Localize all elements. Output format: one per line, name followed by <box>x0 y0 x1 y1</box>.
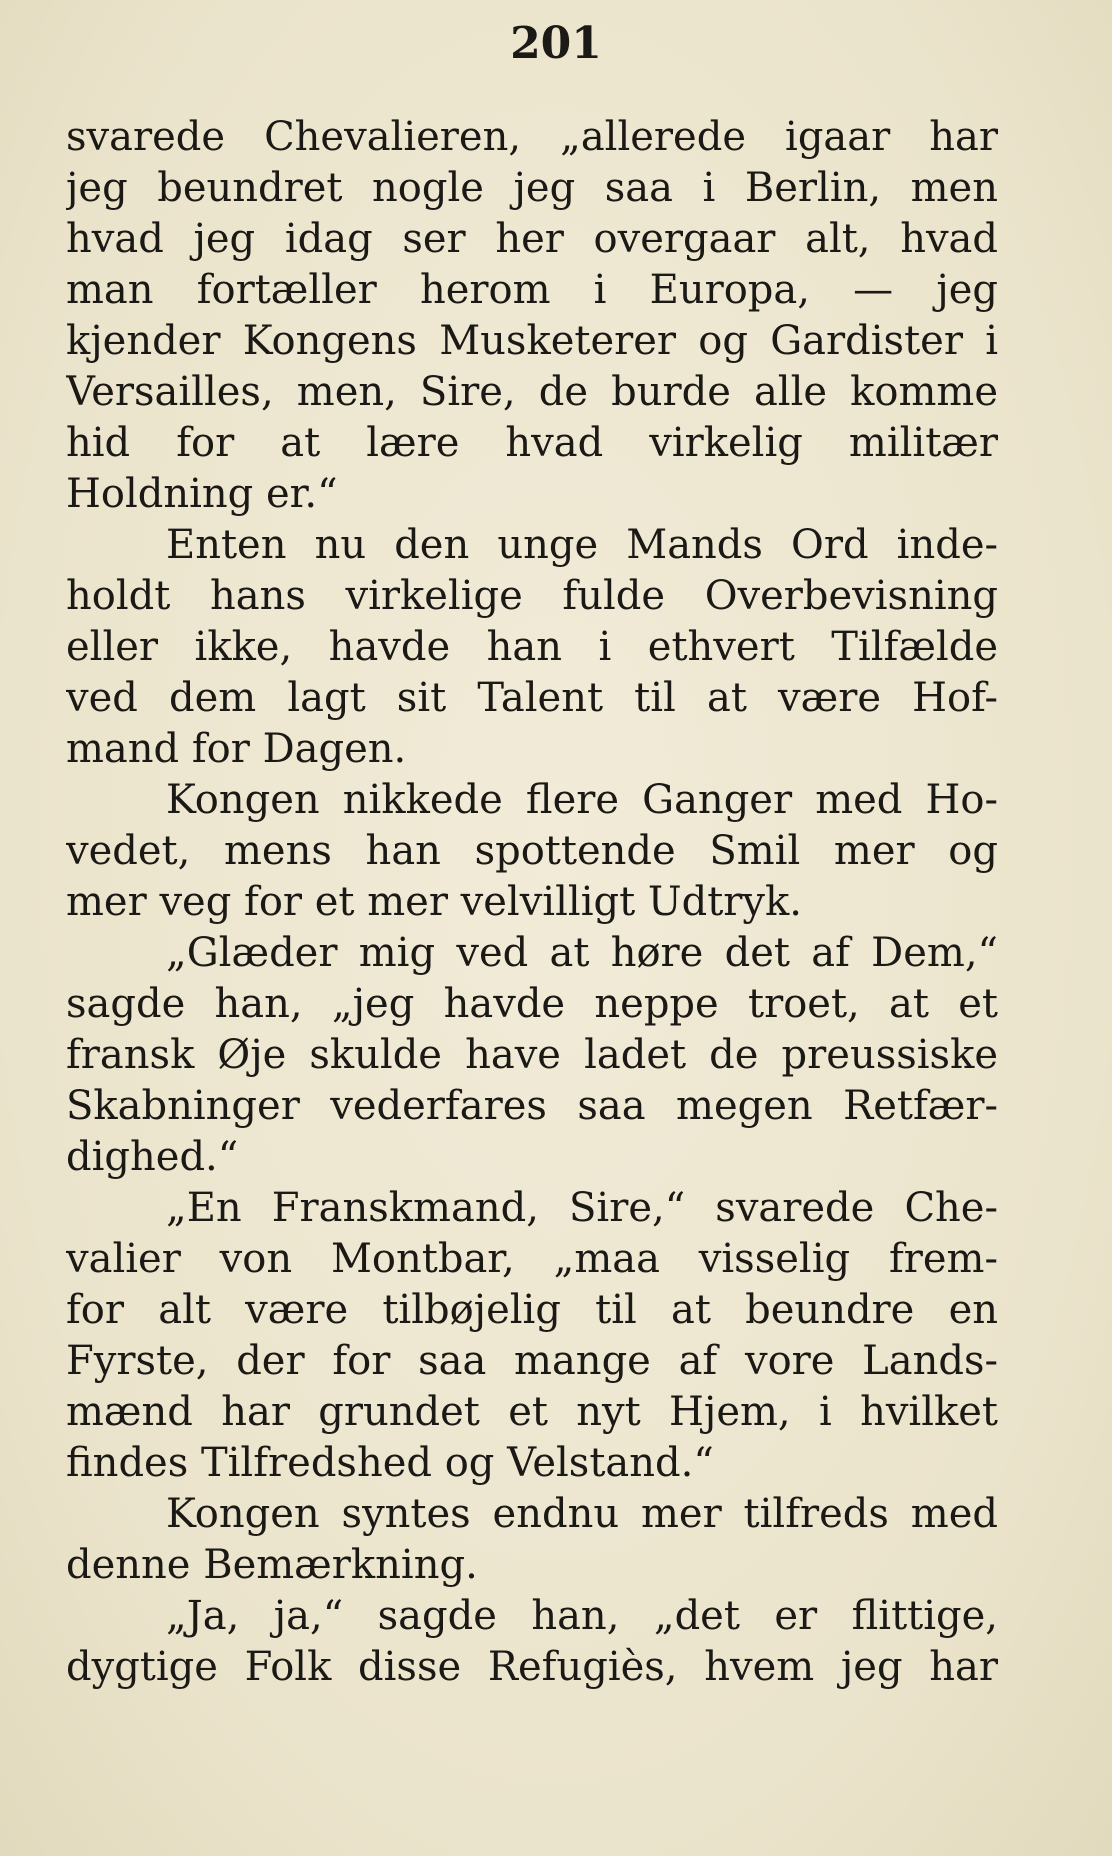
page-text <box>66 112 998 1693</box>
text-line: man fortæller herom i Europa, — jeg <box>66 267 998 313</box>
text-line: Enten nu den unge Mands Ord inde- <box>166 522 998 568</box>
text-line: Skabninger vederfares saa megen Retfær- <box>66 1083 998 1129</box>
text-line: jeg beundret nogle jeg saa i Berlin, men <box>66 165 998 211</box>
text-line: Fyrste, der for saa mange af vore Lands- <box>66 1338 998 1384</box>
text-line: Kongen syntes endnu mer tilfreds med <box>166 1491 998 1537</box>
text-line: sagde han, „jeg havde neppe troet, at et <box>66 981 998 1027</box>
text-line: Kongen nikkede flere Ganger med Ho- <box>166 777 998 823</box>
text-line: mænd har grundet et nyt Hjem, i hvilket <box>66 1389 998 1435</box>
text-line: hvad jeg idag ser her overgaar alt, hvad <box>66 216 998 262</box>
text-line: denne Bemærkning. <box>66 1542 478 1588</box>
text-line: findes Tilfredshed og Velstand.“ <box>66 1440 714 1486</box>
text-line: svarede Chevalieren, „allerede igaar har <box>66 114 998 160</box>
text-line: mer veg for et mer velvilligt Udtryk. <box>66 879 802 925</box>
text-line: Holdning er.“ <box>66 471 338 517</box>
text-line: dygtige Folk disse Refugiès, hvem jeg har <box>66 1644 998 1690</box>
text-line: for alt være tilbøjelig til at beundre en <box>66 1287 998 1333</box>
text-line: „En Franskmand, Sire,“ svarede Che- <box>166 1185 998 1231</box>
text-line: ved dem lagt sit Talent til at være Hof- <box>66 675 998 721</box>
page-number: 201 <box>510 18 602 69</box>
text-line: eller ikke, havde han i ethvert Tilfælde <box>66 624 998 670</box>
text-line: holdt hans virkelige fulde Overbevisning <box>66 573 998 619</box>
text-line: kjender Kongens Musketerer og Gardister i <box>66 318 998 364</box>
text-line: vedet, mens han spottende Smil mer og <box>66 828 998 874</box>
text-line: mand for Dagen. <box>66 726 407 772</box>
text-line: dighed.“ <box>66 1134 239 1180</box>
text-line: fransk Øje skulde have ladet de preussiske <box>66 1032 998 1078</box>
text-line: valier von Montbar, „maa visselig frem- <box>66 1236 998 1282</box>
text-line: „Glæder mig ved at høre det af Dem,“ <box>166 930 998 976</box>
text-line: hid for at lære hvad virkelig militær <box>66 420 998 466</box>
text-line: „Ja, ja,“ sagde han, „det er flittige, <box>166 1593 998 1639</box>
text-line: Versailles, men, Sire, de burde alle komme <box>66 369 998 415</box>
